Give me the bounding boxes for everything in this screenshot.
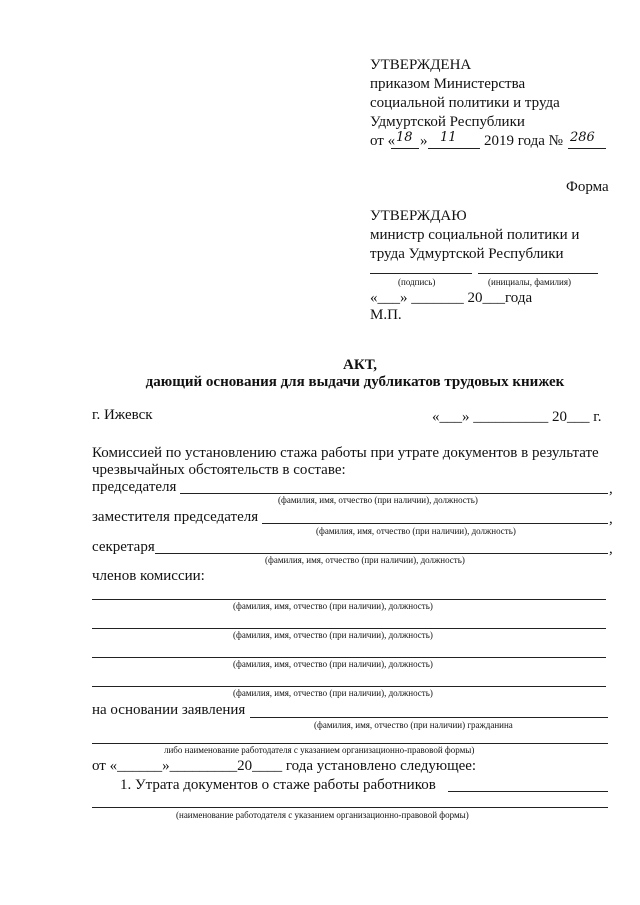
approve2-line-3: труда Удмуртской Республики	[370, 246, 564, 262]
member-hint: (фамилия, имя, отчество (при наличии), должность)	[233, 630, 433, 640]
point-1-hint: (наименование работодателя с указанием организационно-правовой формы)	[176, 810, 469, 820]
chair-comma: ,	[609, 481, 613, 497]
intro-line-1: Комиссией по установлению стажа работы при утрате документов в результате	[92, 445, 599, 461]
members-label: членов комиссии:	[92, 568, 205, 584]
chair-label: председателя	[92, 479, 177, 495]
secretary-label: секретаря	[92, 539, 155, 555]
stamp-place-label: М.П.	[370, 307, 402, 323]
approval-line-3: социальной политики и труда	[370, 95, 560, 111]
member-field-line	[92, 599, 606, 600]
approval-line-2: приказом Министерства	[370, 76, 526, 92]
point-1-field-line	[448, 791, 608, 792]
member-field-line	[92, 628, 606, 629]
deputy-label: заместителя председателя	[92, 509, 259, 525]
secretary-hint: (фамилия, имя, отчество (при наличии), должность)	[265, 555, 465, 565]
approve2-line-2: министр социальной политики и	[370, 227, 580, 243]
approval-title: УТВЕРЖДЕНА	[370, 57, 472, 73]
point-1-text: 1. Утрата документов о стаже работы работников	[120, 777, 436, 793]
secretary-comma: ,	[609, 541, 613, 557]
chair-field-line	[180, 493, 608, 494]
signature-hint: (подпись)	[398, 277, 436, 287]
approval-date-prefix: от «	[370, 133, 396, 149]
member-hint: (фамилия, имя, отчество (при наличии), должность)	[233, 659, 433, 669]
basis-field-line	[250, 717, 608, 718]
document-title: АКТ,	[343, 357, 377, 373]
day-underline	[391, 148, 419, 149]
deputy-hint: (фамилия, имя, отчество (при наличии), должность)	[316, 526, 516, 536]
basis-date-line: от «______»_________20____ года установлено следующее:	[92, 758, 477, 774]
chair-hint: (фамилия, имя, отчество (при наличии), должность)	[278, 495, 478, 505]
city: г. Ижевск	[92, 407, 153, 423]
handwritten-day: 18	[396, 130, 413, 145]
act-date-line: «___» __________ 20___ г.	[432, 409, 602, 425]
deputy-comma: ,	[609, 511, 613, 527]
initials-hint: (инициалы, фамилия)	[488, 277, 571, 287]
document-subtitle: дающий основания для выдачи дубликатов трудовых книжек	[145, 374, 565, 390]
approval-year-number-label: 2019 года №	[484, 133, 563, 149]
member-field-line	[92, 657, 606, 658]
point-1-field-line-2	[92, 807, 608, 808]
member-field-line	[92, 686, 606, 687]
approval-date-close-quote: »	[420, 133, 428, 149]
handwritten-order-number: 286	[570, 130, 595, 145]
month-underline	[428, 148, 480, 149]
intro-line-2: чрезвычайных обстоятельств в составе:	[92, 462, 346, 478]
approve2-date-line: «___» _______ 20___года	[370, 290, 533, 306]
deputy-field-line	[262, 523, 608, 524]
initials-line	[478, 273, 598, 274]
number-underline	[568, 148, 606, 149]
signature-line	[370, 273, 472, 274]
approve2-title: УТВЕРЖДАЮ	[370, 208, 467, 224]
member-hint: (фамилия, имя, отчество (при наличии), должность)	[233, 601, 433, 611]
approval-line-4: Удмуртской Республики	[370, 114, 525, 130]
basis-hint-2: либо наименование работодателя с указанием организационно-правовой формы)	[164, 745, 475, 755]
basis-field-line-2	[92, 743, 608, 744]
basis-hint-1: (фамилия, имя, отчество (при наличии) гражданина	[314, 720, 513, 730]
secretary-field-line	[155, 553, 608, 554]
form-label: Форма	[566, 179, 609, 195]
member-hint: (фамилия, имя, отчество (при наличии), должность)	[233, 688, 433, 698]
basis-label: на основании заявления	[92, 702, 246, 718]
handwritten-month: 11	[440, 130, 457, 145]
